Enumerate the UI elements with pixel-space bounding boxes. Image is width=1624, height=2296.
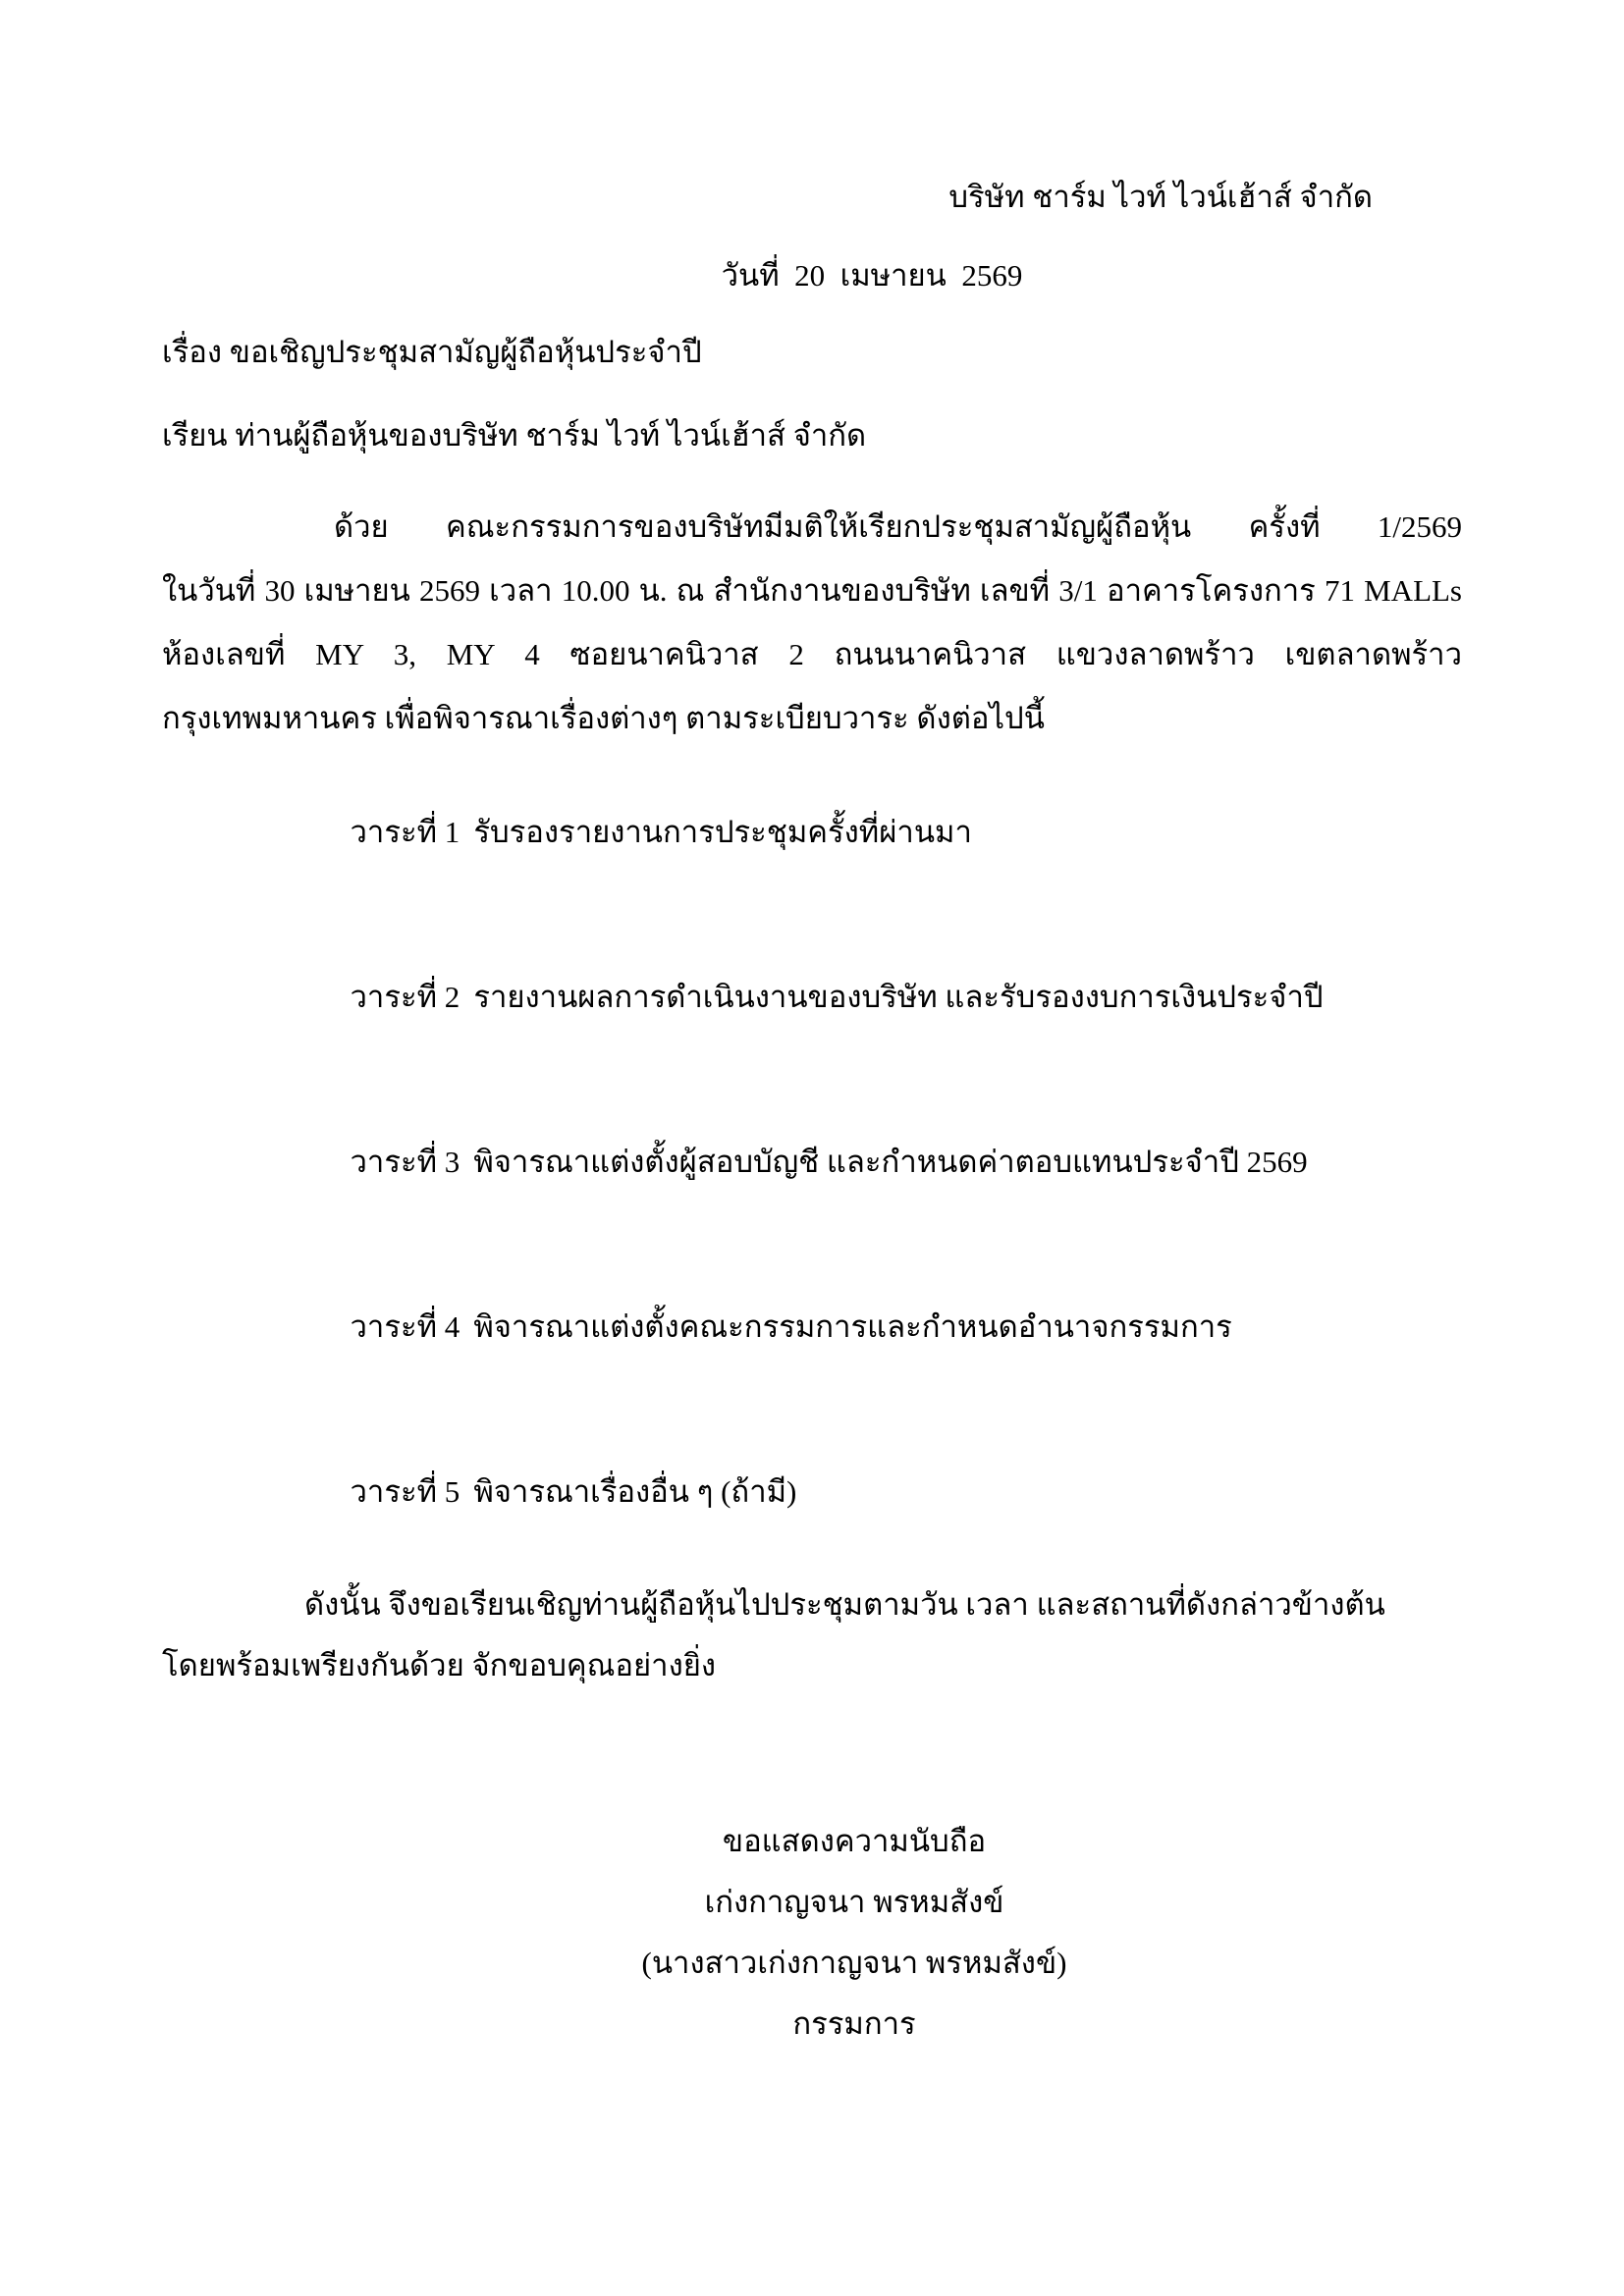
subject-line: เรื่อง ขอเชิญประชุมสามัญผู้ถือหุ้นประจำปี: [162, 335, 702, 369]
agenda-item-2: [162, 915, 1462, 1080]
signature-block: [204, 1811, 1504, 2055]
signature-respect-line: ขอแสดงความนับถือ: [722, 1824, 987, 1858]
agenda-item-1: [162, 750, 1462, 915]
agenda-item-3-text: พิจารณาแต่งตั้งผู้สอบบัญชี และกำหนดค่าตอบแทนประจำปี 2569: [473, 1145, 1308, 1179]
body-line-1: ด้วย คณะกรรมการของบริษัทมีมติให้เรียกประชุมสามัญผู้ถือหุ้น ครั้งที่ 1/2569: [334, 509, 1462, 544]
closing-paragraph: [162, 1575, 1462, 1696]
closing-line-1: ดังนั้น จึงขอเรียนเชิญท่านผู้ถือหุ้นไปประชุมตามวัน เวลา และสถานที่ดังกล่าวข้างต้น: [304, 1587, 1385, 1622]
body-line-2: ในวันที่ 30 เมษายน 2569 เวลา 10.00 น. ณ สำนักงานของบริษัท เลขที่ 3/1 อาคารโครงการ 71 MALLs: [162, 573, 1462, 608]
agenda-item-1-number: วาระที่ 1: [350, 815, 460, 849]
agenda-item-4-text: พิจารณาแต่งตั้งคณะกรรมการและกำหนดอำนาจกรรมการ: [473, 1309, 1232, 1344]
closing-line-2: โดยพร้อมเพรียงกันด้วย จักขอบคุณอย่างยิ่ง: [162, 1648, 717, 1682]
agenda-item-5: [162, 1410, 1462, 1575]
body-line-3: ห้องเลขที่ MY 3, MY 4 ซอยนาคนิวาส 2 ถนนนาคนิวาส แขวงลาดพร้าว เขตลาดพร้าว: [162, 637, 1462, 671]
signature-signer-name-paren: (นางสาวเก่งกาญจนา พรหมสังข์): [641, 1946, 1067, 1980]
agenda-item-4-number: วาระที่ 4: [350, 1309, 460, 1344]
agenda-list: [162, 750, 1462, 1575]
agenda-item-4: [162, 1245, 1462, 1410]
agenda-item-2-text: รายงานผลการดำเนินงานของบริษัท และรับรองงบการเงินประจำปี: [473, 980, 1324, 1014]
body-line-4: กรุงเทพมหานคร เพื่อพิจารณาเรื่องต่างๆ ตามระเบียบวาระ ดังต่อไปนี้: [162, 701, 1045, 735]
company-name: บริษัท ชาร์ม ไวท์ ไวน์เฮ้าส์ จำกัด: [948, 180, 1373, 214]
agenda-item-1-text: รับรองรายงานการประชุมครั้งที่ผ่านมา: [473, 815, 972, 849]
date-line: วันที่ 20 เมษายน 2569: [721, 258, 1023, 293]
salutation-line: เรียน ท่านผู้ถือหุ้นของบริษัท ชาร์ม ไวท์ ไวน์เฮ้าส์ จำกัด: [162, 418, 867, 453]
agenda-item-3-number: วาระที่ 3: [350, 1145, 460, 1179]
signature-signer-title: กรรมการ: [792, 2006, 916, 2041]
signature-signer-name: เก่งกาญจนา พรหมสังข์: [704, 1885, 1004, 1919]
agenda-item-2-number: วาระที่ 2: [350, 980, 460, 1014]
agenda-item-5-number: วาระที่ 5: [350, 1474, 460, 1509]
agenda-item-3: [162, 1080, 1462, 1245]
body-paragraph: [162, 495, 1462, 750]
agenda-item-5-text: พิจารณาเรื่องอื่น ๆ (ถ้ามี): [473, 1474, 797, 1509]
